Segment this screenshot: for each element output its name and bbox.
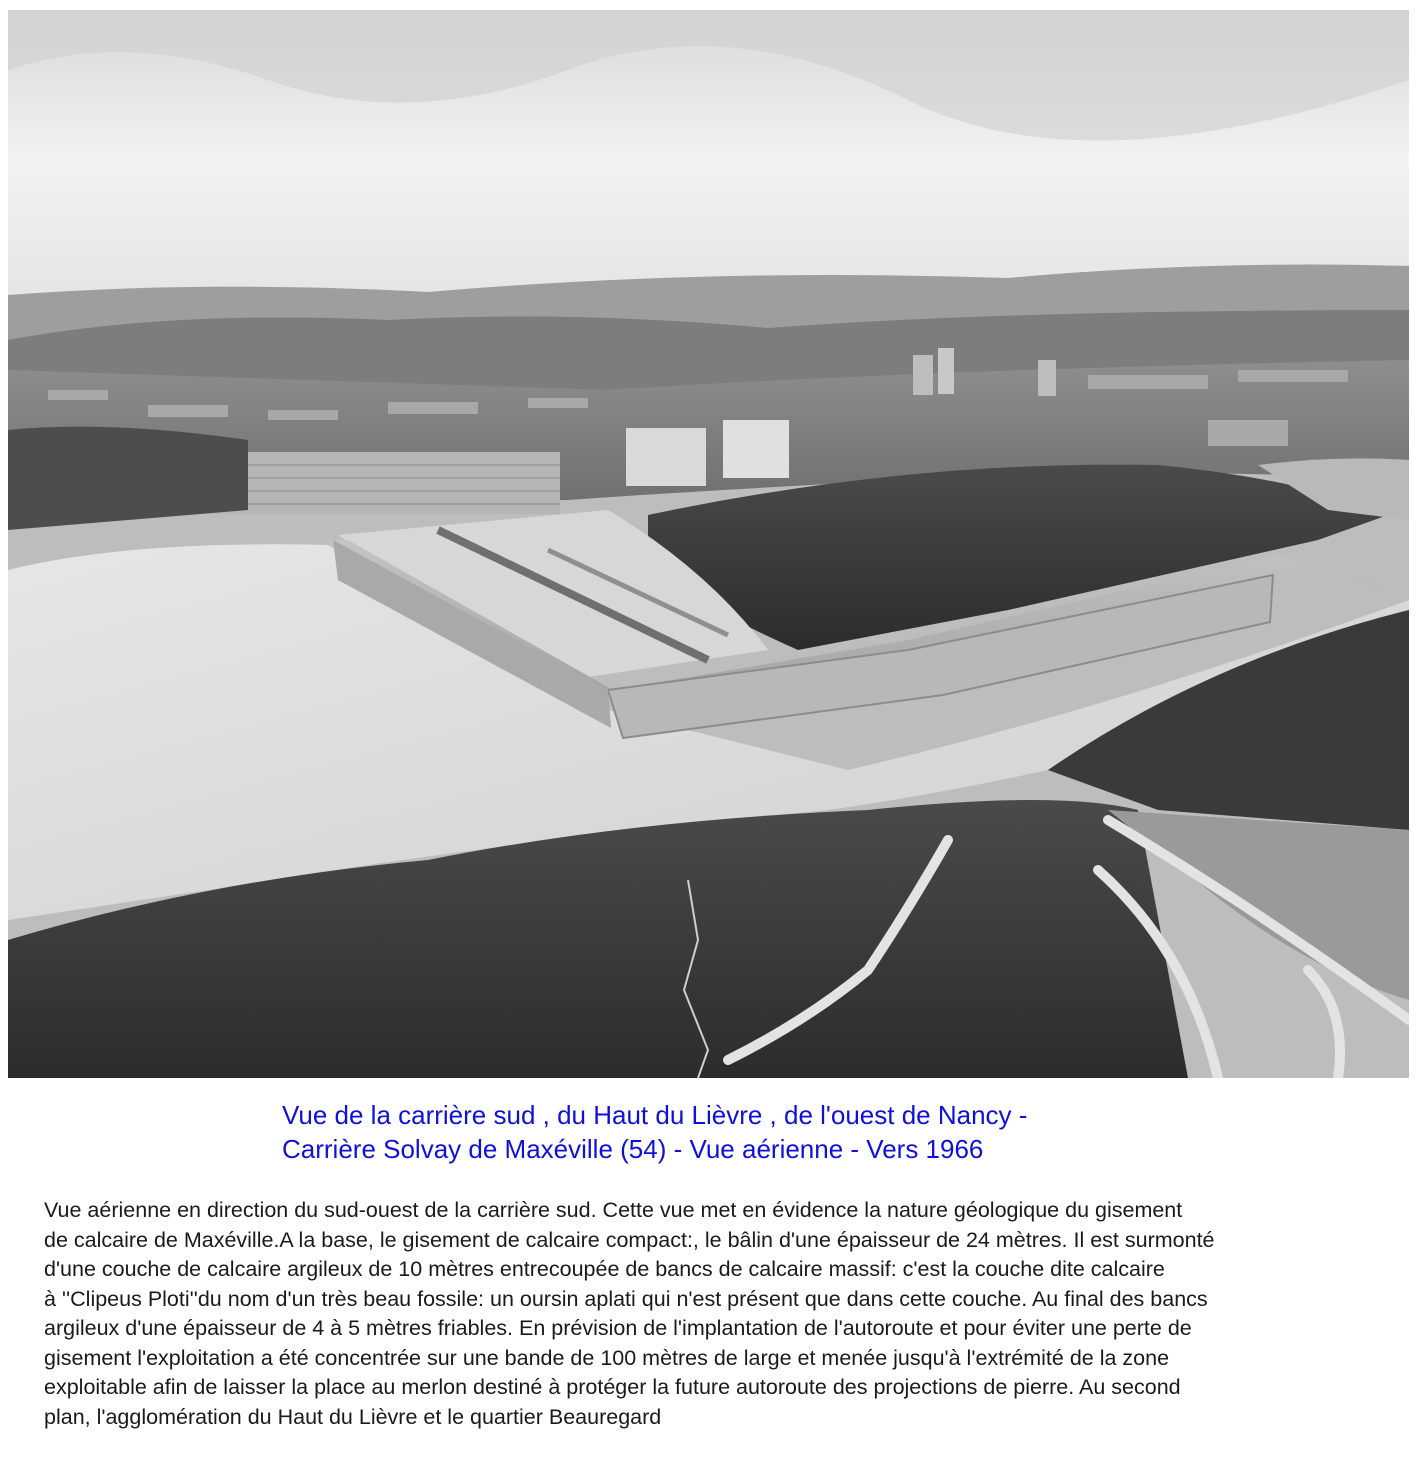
- description-line: d'une couche de calcaire argileux de 10 mètres entrecoupée de bancs de calcaire massif: c'est la couche dite calcaire: [44, 1257, 1165, 1281]
- description-line: argileux d'une épaisseur de 4 à 5 mètres friables. En prévision de l'implantation de l'autoroute et pour éviter une perte de: [44, 1316, 1192, 1340]
- description-line: de calcaire de Maxéville.A la base, le gisement de calcaire compact:, le bâlin d'une épaisseur de 24 mètres. Il est surmonté: [44, 1227, 1215, 1252]
- aerial-photo: [8, 10, 1409, 1078]
- description-line: plan, l'agglomération du Haut du Lièvre et le quartier Beauregard: [44, 1404, 662, 1429]
- description-line: à ''Clipeus Ploti''du nom d'un très beau fossile: un oursin aplati qui n'est présent que dans cette couche. Au final des bancs: [44, 1286, 1208, 1311]
- caption-line-1: Vue de la carrière sud , du Haut du Lièvre , de l'ouest de Nancy -: [282, 1100, 1028, 1130]
- caption-line-2: Carrière Solvay de Maxéville (54) - Vue aérienne - Vers 1966: [282, 1134, 984, 1164]
- photo-caption: [282, 1098, 1382, 1166]
- description-text: [44, 1196, 1416, 1432]
- description-line: gisement l'exploitation a été concentrée sur une bande de 100 mètres de large et menée jusqu'à l'extrémité de la zone: [44, 1345, 1170, 1370]
- left-forest: [8, 427, 248, 530]
- description-line: Vue aérienne en direction du sud-ouest de la carrière sud. Cette vue met en évidence la nature géologique du gisement: [44, 1198, 1183, 1222]
- aerial-photo-drawing: [8, 10, 1409, 1078]
- description-line: exploitable afin de laisser la place au merlon destiné à protéger la future autoroute des projections de pierre. Au second: [44, 1375, 1181, 1399]
